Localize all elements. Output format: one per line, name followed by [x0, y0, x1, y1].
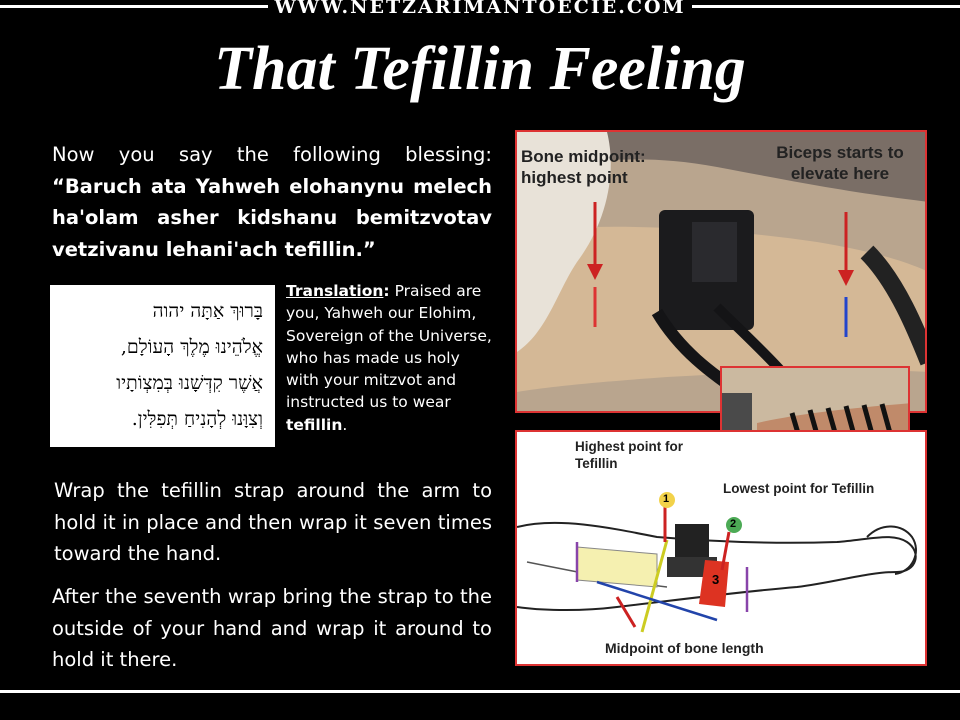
blessing-intro: Now you say the following blessing: — [52, 143, 492, 166]
translation-block: Translation: Praised are you, Yahweh our Elohim, Sovereign of the Universe, who has made us holy with your mitzvot and instructed us to wear tefillin. — [286, 282, 492, 434]
bottom-rule — [0, 690, 960, 693]
lowest-point-label: Lowest point for Tefillin — [723, 481, 875, 496]
instruction-wrap: Wrap the tefillin strap around the arm to hold it in place and then wrap it seven times toward the hand. — [54, 479, 492, 565]
blessing-text: “Baruch ata Yahweh elohanynu melech ha'olam asher kidshanu bemitzvotav vetzivanu lehani'ach tefillin.” — [52, 174, 492, 261]
highest-point-label: Highest point for Tefillin — [575, 439, 683, 471]
translation-text: Praised are you, Yahweh our Elohim, Sovereign of the Universe, who has made us holy with your mitzvot and instructed us to wear — [286, 282, 492, 412]
website-url: WWW.NETZARIMANTOECIE.COM — [0, 0, 960, 18]
biceps-label: Biceps starts to elevate here — [776, 143, 904, 183]
hebrew-line: אֱלֹהֵינוּ מֶלֶךְ הָעוֹלָם, — [120, 336, 263, 358]
hebrew-line: אֲשֶׁר קִדְּשָׁנוּ בְּמִצְוֹתָיו — [116, 372, 263, 394]
hebrew-line: וְצִוָּנוּ לְהָנִיחַ תְּפִלִּין. — [131, 408, 263, 430]
bone-midpoint-label: Bone midpoint: highest point — [521, 147, 646, 187]
translation-emphasis: tefillin — [286, 415, 343, 434]
midpoint-label: Midpoint of bone length — [605, 640, 764, 656]
tefillin-placement-diagram — [515, 430, 927, 666]
marker-3: 3 — [712, 572, 720, 587]
instruction-seventh-wrap: After the seventh wrap bring the strap to the outside of your hand and wrap it around to hold it there. — [52, 585, 492, 671]
page-title: That Tefillin Feeling — [214, 35, 746, 103]
marker-2: 2 — [730, 518, 737, 530]
hebrew-blessing-image — [50, 285, 275, 447]
translation-label: Translation — [286, 282, 384, 300]
blessing-paragraph — [52, 139, 492, 265]
marker-1: 1 — [663, 493, 670, 505]
hebrew-line: בָּרוּךְ אַתָּה יהוה — [152, 300, 263, 322]
